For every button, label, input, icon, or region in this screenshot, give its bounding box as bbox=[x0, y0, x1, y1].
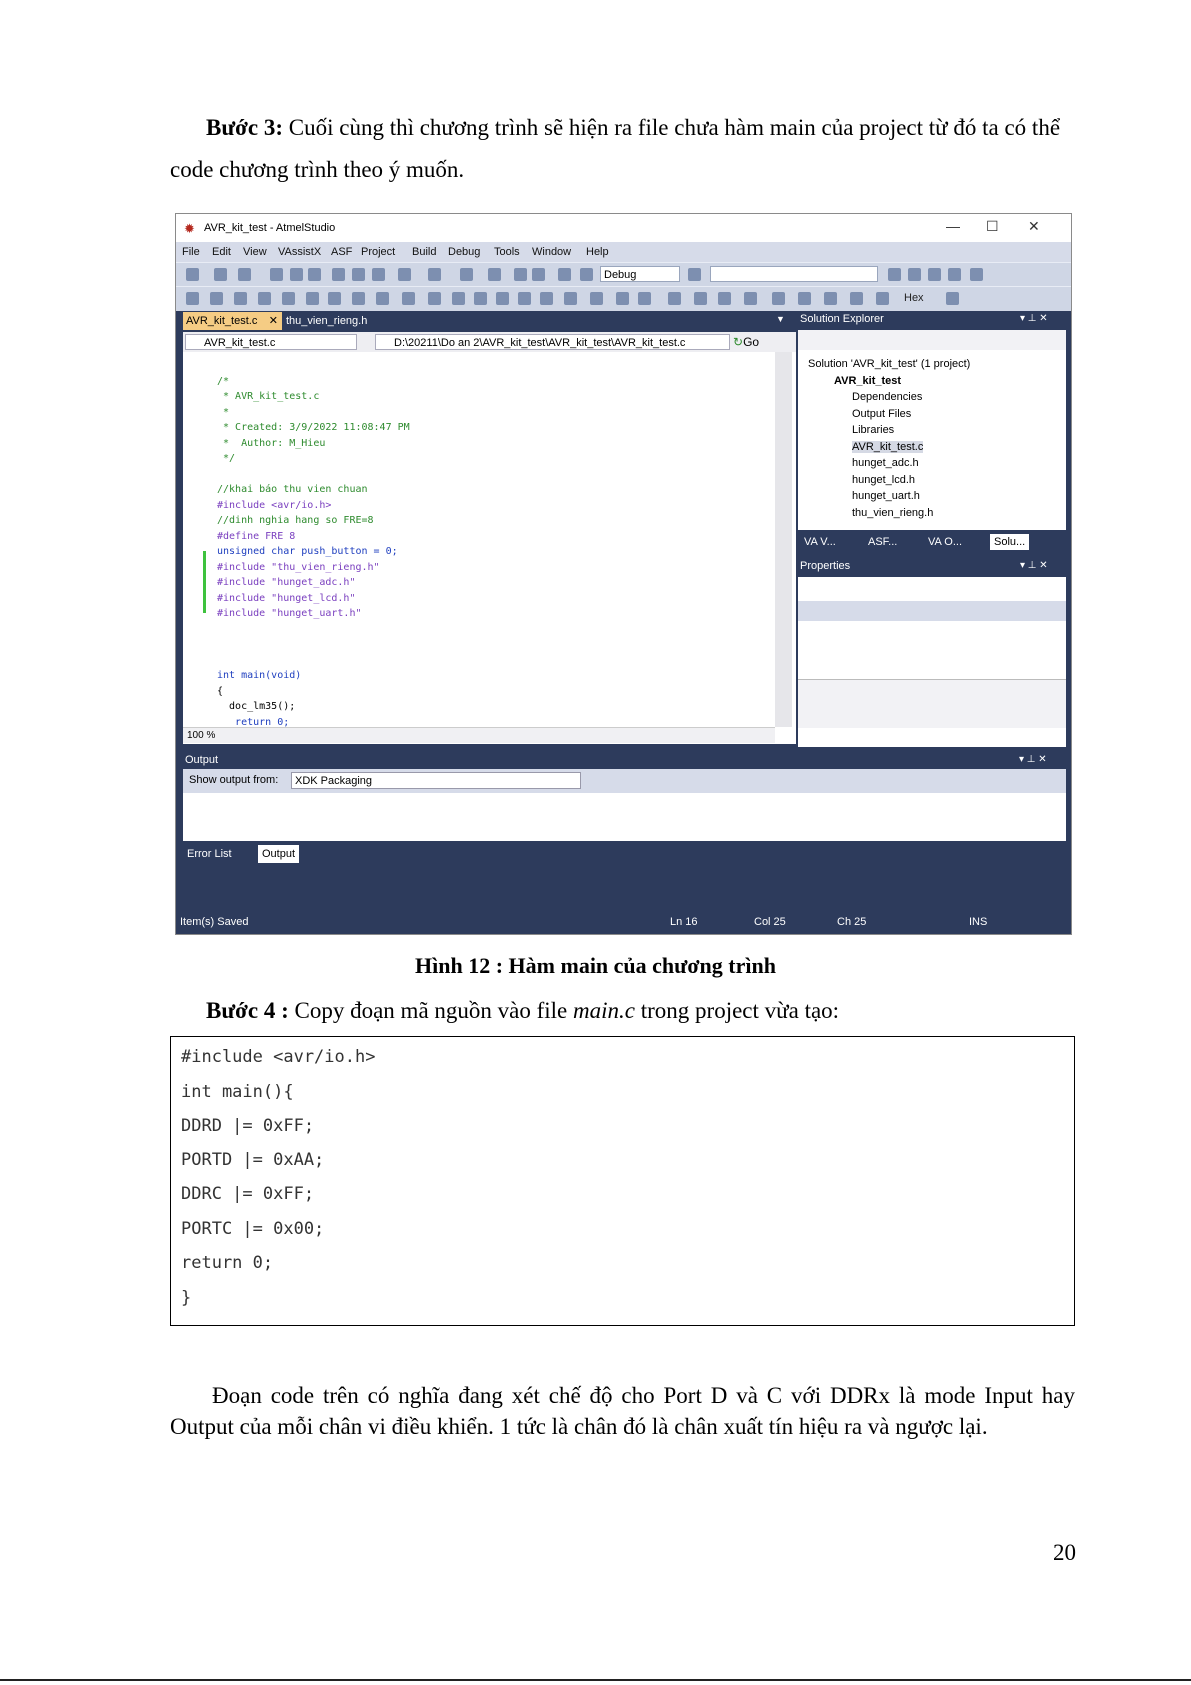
tab-va-outline[interactable]: VA O... bbox=[928, 536, 963, 548]
tab-label: AVR_kit_test.c bbox=[186, 315, 258, 327]
step3-label: Bước 3: bbox=[206, 115, 283, 140]
step-into-icon[interactable] bbox=[718, 292, 731, 305]
explanation-paragraph: Đoạn code trên có nghĩa đang xét chế độ cho Port D và C với DDRx là mode Input hay Output của mỗi chân vi điều khiển. 1 tức là chân đó là chân xuất tín hiệu ra và ngược lại. bbox=[170, 1383, 1075, 1439]
run-icon[interactable] bbox=[694, 292, 707, 305]
solution-tree-area bbox=[798, 330, 1066, 530]
status-line: Ln 16 bbox=[670, 916, 698, 928]
tree-file[interactable]: thu_vien_rieng.h bbox=[852, 506, 934, 519]
step4-text-before: Copy đoạn mã nguồn vào file bbox=[288, 998, 574, 1023]
tab-asf[interactable]: ASF... bbox=[868, 536, 898, 548]
pause-icon[interactable] bbox=[616, 292, 629, 305]
ide-screenshot bbox=[175, 213, 1072, 935]
code-line: #include "hunget_lcd.h" bbox=[217, 592, 356, 604]
cut-icon[interactable] bbox=[332, 268, 345, 281]
io-view-icon[interactable] bbox=[850, 292, 863, 305]
copy-icon[interactable] bbox=[352, 268, 365, 281]
menu-tools[interactable]: Tools bbox=[494, 246, 520, 258]
step4-filename: main.c bbox=[573, 998, 635, 1023]
new-project-icon[interactable] bbox=[186, 268, 199, 281]
bottom-tabs bbox=[183, 843, 1066, 865]
code-line: #include "hunget_adc.h" bbox=[217, 577, 356, 588]
tab-dropdown-icon[interactable]: ▼ bbox=[776, 314, 785, 324]
code-listing-line: #include <avr/io.h> bbox=[181, 1047, 376, 1067]
panel-pin-icon[interactable]: ▾ ⊥ ✕ bbox=[1020, 560, 1048, 571]
add-item-icon[interactable] bbox=[214, 268, 227, 281]
code-line: #include <avr/io.h> bbox=[217, 499, 332, 511]
code-line: { bbox=[217, 685, 224, 697]
step-icon[interactable] bbox=[186, 292, 199, 305]
device-icon[interactable] bbox=[688, 268, 701, 281]
code-editor[interactable] bbox=[183, 352, 796, 744]
add-new-icon[interactable] bbox=[238, 268, 251, 281]
code-listing-line: PORTC |= 0x00; bbox=[181, 1219, 325, 1239]
code-listing-line: return 0; bbox=[181, 1253, 274, 1273]
page-bottom-rule bbox=[0, 1679, 1191, 1681]
code-line: * Author: M_Hieu bbox=[217, 437, 326, 449]
document-tabs bbox=[176, 310, 796, 330]
tab-solution[interactable]: Solu... bbox=[990, 534, 1029, 550]
status-column: Col 25 bbox=[754, 916, 786, 928]
redo-icon[interactable] bbox=[428, 268, 441, 281]
tab-thu-vien-rieng[interactable]: thu_vien_rieng.h bbox=[286, 315, 368, 327]
tab-va-view[interactable]: VA V... bbox=[804, 536, 836, 548]
find-files-icon[interactable] bbox=[514, 268, 527, 281]
tree-file[interactable]: hunget_adc.h bbox=[852, 457, 919, 469]
open-icon[interactable] bbox=[270, 268, 283, 281]
step3-text: Cuối cùng thì chương trình sẽ hiện ra file chưa hàm main của project từ đó ta có thể code chương trình theo ý muốn. bbox=[170, 115, 1061, 182]
rename-icon[interactable] bbox=[496, 292, 509, 305]
tree-solution[interactable]: Solution 'AVR_kit_test' (1 project) bbox=[808, 358, 971, 370]
path-navigation-select[interactable]: D:\20211\Do an 2\AVR_kit_test\AVR_kit_test\AVR_kit_test.c bbox=[375, 334, 730, 350]
panel-pin-icon[interactable]: ▾ ⊥ ✕ bbox=[1019, 754, 1047, 765]
calc-icon[interactable] bbox=[946, 292, 959, 305]
panel-pin-icon[interactable]: ▾ ⊥ ✕ bbox=[1020, 313, 1048, 324]
code-line: #include "thu_vien_rieng.h" bbox=[217, 561, 380, 573]
goto-icon[interactable] bbox=[518, 292, 531, 305]
editor-code[interactable] bbox=[217, 358, 410, 746]
menu-bar bbox=[176, 242, 1071, 262]
bookmark-icon[interactable] bbox=[306, 292, 319, 305]
save-icon[interactable] bbox=[290, 268, 303, 281]
step4-paragraph bbox=[206, 990, 1086, 1032]
file-navigation-select[interactable]: AVR_kit_test.c bbox=[185, 334, 357, 350]
code-line: unsigned char push_button = 0; bbox=[217, 546, 398, 557]
tree-file[interactable]: hunget_uart.h bbox=[852, 490, 920, 502]
menu-help[interactable]: Help bbox=[586, 246, 609, 258]
watch-icon[interactable] bbox=[824, 292, 837, 305]
find-icon[interactable] bbox=[488, 268, 501, 281]
registers-icon[interactable] bbox=[798, 292, 811, 305]
figure-caption: Hình 12 : Hàm main của chương trình bbox=[415, 953, 776, 978]
save-all-icon[interactable] bbox=[308, 268, 321, 281]
spell-check-icon[interactable] bbox=[540, 292, 553, 305]
output-toolbar bbox=[183, 769, 1066, 793]
solution-tree bbox=[808, 356, 970, 521]
atmel-app-icon: ✹ bbox=[184, 221, 195, 236]
refactor-icon[interactable] bbox=[474, 292, 487, 305]
step-over-icon[interactable] bbox=[210, 292, 223, 305]
toolbar-standard bbox=[176, 262, 1071, 287]
tree-project[interactable]: AVR_kit_test bbox=[834, 374, 902, 387]
code-listing-line: PORTD |= 0xAA; bbox=[181, 1150, 325, 1170]
tree-file[interactable]: AVR_kit_test.c bbox=[852, 440, 924, 453]
disassembly-icon[interactable] bbox=[744, 292, 757, 305]
code-line: //khai báo thu vien chuan bbox=[217, 484, 368, 495]
code-line: int main(void) bbox=[217, 670, 302, 681]
tree-folder-dependencies[interactable]: Dependencies bbox=[852, 391, 923, 403]
properties-icon[interactable] bbox=[908, 268, 921, 281]
code-line: #define FRE 8 bbox=[217, 530, 296, 542]
bookmark-next-icon[interactable] bbox=[328, 292, 341, 305]
start-debug-icon[interactable] bbox=[558, 268, 571, 281]
status-message: Item(s) Saved bbox=[180, 916, 249, 928]
status-bar bbox=[176, 911, 1071, 934]
code-line: //dinh nghia hang so FRE=8 bbox=[217, 515, 374, 526]
code-listing bbox=[170, 1036, 1075, 1326]
project-open-icon[interactable] bbox=[428, 292, 441, 305]
stop-icon[interactable] bbox=[638, 292, 651, 305]
properties-panel bbox=[798, 557, 1066, 747]
step4-text-after: trong project vừa tạo: bbox=[634, 998, 840, 1023]
status-char: Ch 25 bbox=[837, 916, 867, 928]
properties-toolbar bbox=[798, 601, 1066, 621]
solution-icon[interactable] bbox=[888, 268, 901, 281]
code-line: */ bbox=[217, 453, 236, 464]
output-panel bbox=[183, 751, 1066, 881]
menu-project[interactable]: Project bbox=[361, 246, 396, 258]
toolbar-debug bbox=[176, 286, 1071, 311]
memory-icon[interactable] bbox=[772, 292, 785, 305]
tab-avr-kit-test[interactable] bbox=[183, 312, 282, 330]
menu-file[interactable]: File bbox=[182, 246, 200, 258]
code-listing-line: DDRC |= 0xFF; bbox=[181, 1184, 315, 1204]
restart-icon[interactable] bbox=[668, 292, 681, 305]
code-line: /* bbox=[217, 375, 230, 387]
page-number: 20 bbox=[1053, 1540, 1076, 1565]
window-title: AVR_kit_test - AtmelStudio bbox=[204, 222, 336, 234]
menu-view[interactable]: View bbox=[243, 246, 267, 258]
toolbox-icon[interactable] bbox=[928, 268, 941, 281]
zoom-select[interactable]: 100 % bbox=[183, 727, 775, 743]
tab-error-list[interactable]: Error List bbox=[187, 848, 232, 860]
close-tab-icon[interactable]: ✕ bbox=[268, 315, 278, 327]
snippet-icon[interactable] bbox=[564, 292, 577, 305]
clear-bookmark-icon[interactable] bbox=[376, 292, 389, 305]
solution-toolbar bbox=[798, 330, 1066, 350]
paste-icon[interactable] bbox=[372, 268, 385, 281]
hex-toggle[interactable]: Hex bbox=[904, 292, 924, 304]
tab-output[interactable]: Output bbox=[258, 845, 299, 863]
continue-icon[interactable] bbox=[580, 268, 593, 281]
tree-folder-libraries[interactable]: Libraries bbox=[852, 424, 895, 436]
undo-icon[interactable] bbox=[398, 268, 411, 281]
explorer-tabs bbox=[798, 532, 1066, 554]
step4-label: Bước 4 : bbox=[206, 998, 289, 1023]
menu-edit[interactable]: Edit bbox=[212, 246, 231, 258]
close-icon[interactable]: ✕ bbox=[1028, 218, 1040, 234]
solution-explorer-title: Solution Explorer bbox=[800, 313, 884, 325]
output-title: Output bbox=[185, 754, 219, 766]
tree-folder-output-files[interactable]: Output Files bbox=[852, 407, 912, 420]
navigation-bar bbox=[183, 332, 796, 352]
bookmark-prev-icon[interactable] bbox=[352, 292, 365, 305]
code-line: * bbox=[217, 406, 230, 418]
settings-icon[interactable] bbox=[970, 268, 983, 281]
menu-build[interactable]: Build bbox=[412, 246, 437, 258]
show-output-label: Show output from: bbox=[189, 774, 279, 786]
device-programming-icon[interactable] bbox=[948, 268, 961, 281]
output-source-select[interactable]: XDK Packaging bbox=[291, 772, 581, 789]
solution-explorer-panel bbox=[798, 310, 1066, 555]
change-marker bbox=[203, 551, 206, 613]
code-line: doc_lm35(); bbox=[217, 701, 296, 712]
configuration-select[interactable]: Debug bbox=[600, 266, 680, 282]
file-open-icon[interactable] bbox=[452, 292, 465, 305]
menu-debug[interactable]: Debug bbox=[448, 246, 481, 258]
code-line: * AVR_kit_test.c bbox=[217, 391, 320, 402]
title-bar bbox=[176, 214, 1071, 242]
output-text-area[interactable] bbox=[183, 793, 1066, 841]
step-out-icon[interactable] bbox=[234, 292, 247, 305]
menu-asf[interactable]: ASF bbox=[331, 246, 353, 258]
minimize-icon[interactable]: — bbox=[946, 218, 960, 234]
menu-window[interactable]: Window bbox=[532, 246, 572, 258]
run-to-icon[interactable] bbox=[590, 292, 603, 305]
status-insert-mode: INS bbox=[969, 916, 988, 928]
code-line: return 0; bbox=[217, 716, 290, 728]
menu-vassistx[interactable]: VAssistX bbox=[278, 246, 322, 258]
zoom-icon[interactable] bbox=[532, 268, 545, 281]
code-listing-line: DDRD |= 0xFF; bbox=[181, 1116, 315, 1136]
breakpoint-icon[interactable] bbox=[876, 292, 889, 305]
code-line: * Created: 3/9/2022 11:08:47 PM bbox=[217, 422, 410, 433]
tree-file[interactable]: hunget_lcd.h bbox=[852, 473, 915, 486]
step3-paragraph bbox=[170, 107, 1075, 191]
comment-icon[interactable] bbox=[258, 292, 271, 305]
go-label: Go bbox=[743, 335, 760, 349]
properties-title: Properties bbox=[800, 560, 851, 572]
navigate-icon[interactable] bbox=[460, 268, 473, 281]
format-icon[interactable] bbox=[402, 292, 415, 305]
maximize-icon[interactable]: ☐ bbox=[986, 218, 999, 234]
code-listing-line: int main(){ bbox=[181, 1082, 294, 1102]
uncomment-icon[interactable] bbox=[282, 292, 295, 305]
editor-scrollbar[interactable] bbox=[775, 352, 792, 727]
code-line: #include "hunget_uart.h" bbox=[217, 608, 362, 619]
code-listing-line: } bbox=[181, 1288, 192, 1308]
properties-description bbox=[798, 679, 1066, 728]
go-button[interactable] bbox=[733, 333, 793, 351]
platform-select[interactable] bbox=[710, 266, 878, 282]
go-arrow-icon: ↻ bbox=[733, 335, 744, 349]
output-header bbox=[183, 751, 1066, 769]
